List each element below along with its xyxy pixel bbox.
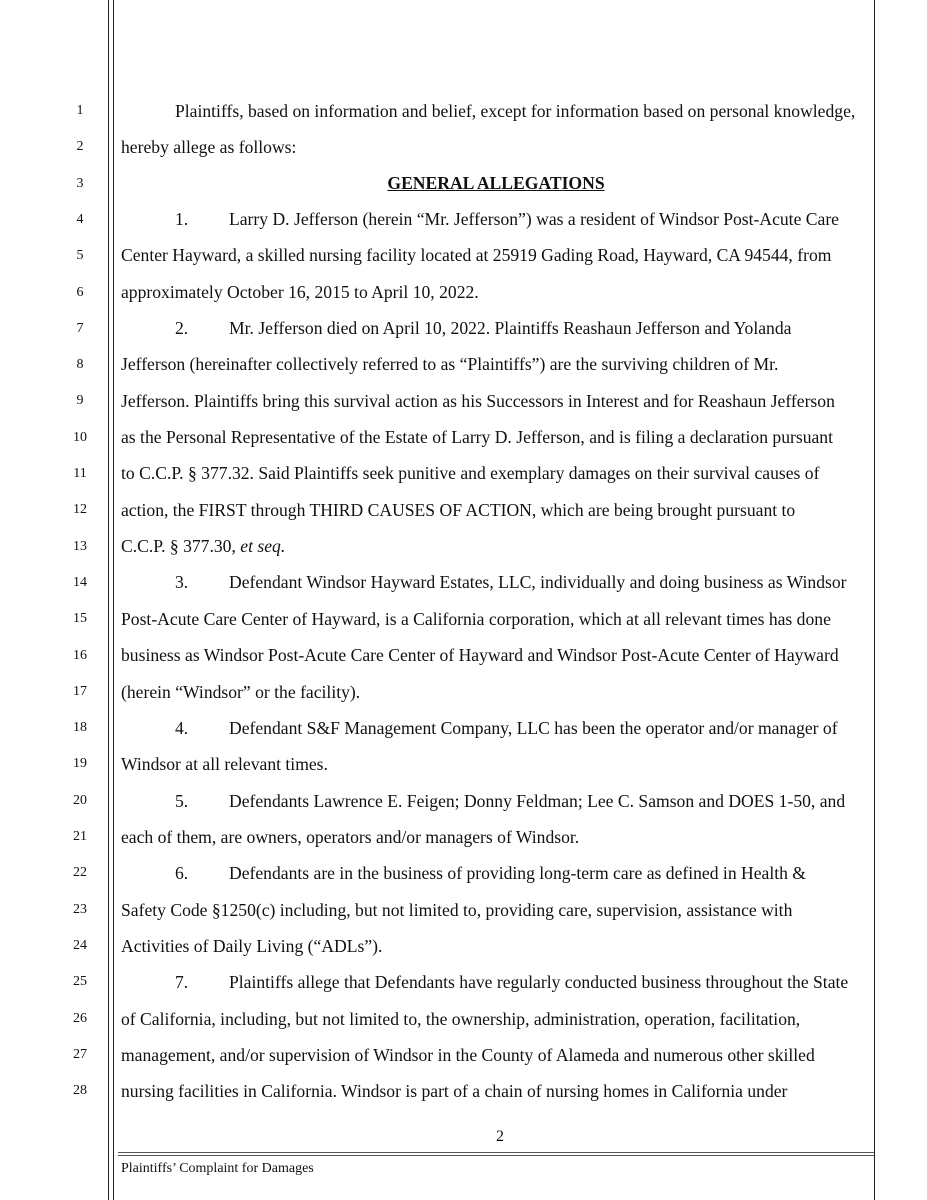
line-number: 18 — [73, 720, 87, 736]
line-number: 20 — [73, 792, 87, 808]
line-number: 13 — [73, 538, 87, 554]
line-number: 23 — [73, 901, 87, 917]
paragraph-number: 6. — [175, 863, 189, 883]
line-number: 12 — [73, 502, 87, 518]
paragraph-line: management, and/or supervision of Windsor in the County of Alameda and numerous other skilled — [121, 1045, 815, 1065]
paragraph-line: Windsor at all relevant times. — [121, 754, 328, 774]
left-margin-rule-inner — [113, 0, 114, 1200]
footer-title: Plaintiffs’ Complaint for Damages — [121, 1161, 314, 1176]
line-number: 19 — [73, 756, 87, 772]
line-number: 6 — [76, 284, 84, 300]
line-number: 16 — [73, 647, 87, 663]
line-number: 15 — [73, 611, 87, 627]
paragraph-line: nursing facilities in California. Windsor is part of a chain of nursing homes in California under — [121, 1081, 788, 1101]
line-number: 14 — [73, 574, 87, 590]
line-number: 24 — [73, 937, 87, 953]
paragraph-number: 4. — [175, 718, 189, 738]
paragraph-line: Safety Code §1250(c) including, but not limited to, providing care, supervision, assistance with — [121, 900, 793, 920]
intro-line-2: hereby allege as follows: — [121, 137, 297, 157]
paragraph-number: 1. — [175, 209, 189, 229]
paragraph-line: Defendants are in the business of providing long-term care as defined in Health & — [229, 863, 806, 883]
section-heading: GENERAL ALLEGATIONS — [387, 173, 605, 193]
line-number: 9 — [76, 393, 84, 409]
right-margin-rule — [874, 0, 875, 1200]
line-number: 10 — [73, 429, 87, 445]
paragraph-line-with-italic — [121, 535, 871, 557]
paragraph-line: Defendants Lawrence E. Feigen; Donny Feldman; Lee C. Samson and DOES 1-50, and — [229, 791, 846, 811]
line-number: 2 — [76, 139, 84, 155]
line-number: 11 — [73, 466, 87, 481]
paragraph-line: Plaintiffs allege that Defendants have regularly conducted business throughout the State — [229, 972, 849, 992]
italic-citation: et seq. — [240, 536, 286, 556]
paragraph-number: 5. — [175, 791, 189, 811]
paragraph-line: to C.C.P. § 377.32. Said Plaintiffs seek punitive and exemplary damages on their survival causes of — [121, 463, 820, 483]
line-number: 7 — [76, 320, 84, 336]
paragraph-line: Post-Acute Care Center of Hayward, is a California corporation, which at all relevant times has done — [121, 609, 831, 629]
paragraph-line: each of them, are owners, operators and/or managers of Windsor. — [121, 827, 580, 847]
line-number: 4 — [76, 211, 84, 227]
paragraph-line: of California, including, but not limited to, the ownership, administration, operation, facilitation, — [121, 1009, 801, 1029]
paragraph-number: 7. — [175, 972, 189, 992]
paragraph-number: 2. — [175, 318, 189, 338]
line-number: 21 — [73, 829, 87, 844]
paragraph-line: Defendant S&F Management Company, LLC has been the operator and/or manager of — [229, 718, 838, 738]
paragraph-line: Larry D. Jefferson (herein “Mr. Jefferson”) was a resident of Windsor Post-Acute Care — [229, 209, 839, 229]
line-number: 1 — [76, 103, 84, 118]
paragraph-line: approximately October 16, 2015 to April 10, 2022. — [121, 282, 479, 302]
paragraph-line: as the Personal Representative of the Estate of Larry D. Jefferson, and is filing a declaration pursuant — [121, 427, 833, 447]
paragraph-number: 3. — [175, 572, 189, 592]
paragraph-line: Defendant Windsor Hayward Estates, LLC, individually and doing business as Windsor — [229, 572, 847, 592]
paragraph-line: Jefferson. Plaintiffs bring this survival action as his Successors in Interest and for Reashaun Jefferson — [121, 391, 835, 411]
paragraph-line: Center Hayward, a skilled nursing facility located at 25919 Gading Road, Hayward, CA 94544, from — [121, 245, 832, 265]
intro-line-1: Plaintiffs, based on information and belief, except for information based on personal knowledge, — [175, 101, 856, 121]
line-number: 3 — [76, 175, 84, 191]
paragraph-line: Mr. Jefferson died on April 10, 2022. Plaintiffs Reashaun Jefferson and Yolanda — [229, 318, 792, 338]
line-number: 5 — [76, 248, 84, 264]
line-number: 26 — [73, 1010, 87, 1026]
paragraph-line-text: C.C.P. § 377.30, — [121, 536, 236, 556]
line-number: 28 — [73, 1083, 87, 1099]
paragraph-line: business as Windsor Post-Acute Care Center of Hayward and Windsor Post-Acute Center of Hayward — [121, 645, 839, 665]
line-number: 27 — [73, 1046, 87, 1062]
paragraph-line: Activities of Daily Living (“ADLs”). — [121, 936, 383, 956]
page-number: 2 — [496, 1128, 504, 1145]
footer-rule-second — [118, 1155, 874, 1156]
left-margin-rule-outer — [108, 0, 109, 1200]
paragraph-line: Jefferson (hereinafter collectively referred to as “Plaintiffs”) are the surviving children of Mr. — [121, 354, 779, 374]
line-number: 8 — [76, 357, 84, 373]
line-number: 25 — [73, 974, 87, 990]
line-number: 17 — [73, 683, 87, 699]
paragraph-line: (herein “Windsor” or the facility). — [121, 682, 361, 702]
footer-rule — [118, 1152, 874, 1153]
line-number: 22 — [73, 865, 87, 881]
paragraph-line: action, the FIRST through THIRD CAUSES OF ACTION, which are being brought pursuant to — [121, 500, 796, 520]
